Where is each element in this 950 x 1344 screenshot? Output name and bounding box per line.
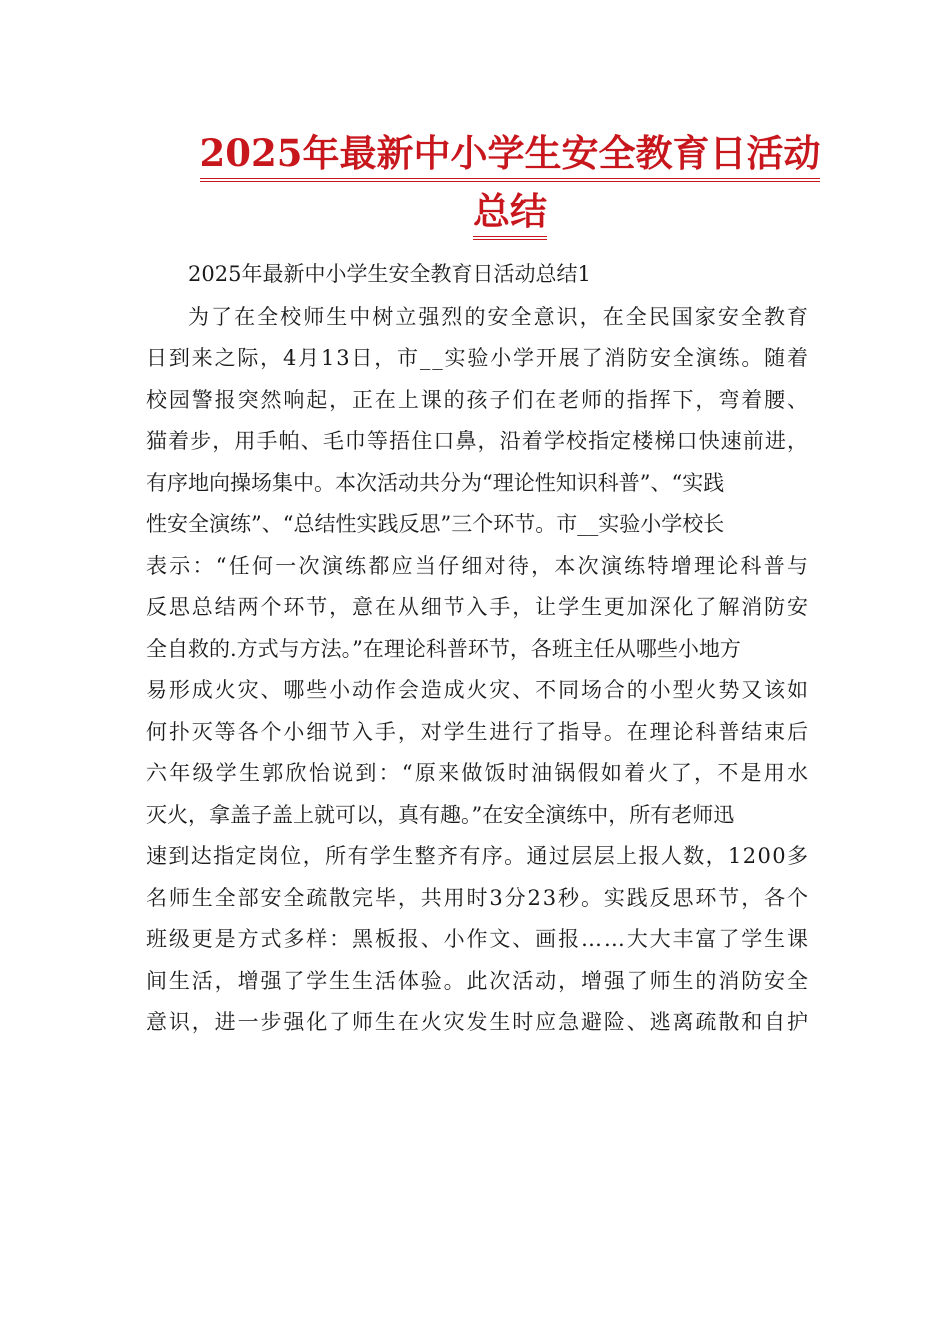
paragraph-line: 灭火，拿盖子盖上就可以，真有趣。”在安全演练中，所有老师迅 — [146, 802, 735, 827]
paragraph-line: 班级更是方式多样：黑板报、小作文、画报……大大丰富了学生课 — [146, 927, 810, 951]
paragraph-line: 间生活，增强了学生生活体验。此次活动，增强了师生的消防安全 — [146, 968, 810, 993]
paragraph-line: 为了在全校师生中树立强烈的安全意识，在全民国家安全教育 — [188, 304, 811, 329]
title-line-1: 2025年最新中小学生安全教育日活动 — [200, 128, 821, 182]
paragraph-line: 反思总结两个环节，意在从细节入手，让学生更加深化了解消防安 — [146, 595, 810, 619]
paragraph-line: 全自救的.方式与方法。”在理论科普环节，各班主任从哪些小地方 — [146, 636, 741, 661]
document-title — [140, 128, 880, 244]
title-line-2: 总结 — [473, 186, 547, 240]
title-row-2 — [140, 186, 880, 244]
paragraph-line: 速到达指定岗位，所有学生整齐有序。通过层层上报人数，1200多 — [146, 844, 810, 868]
paragraph-line: 猫着步，用手帕、毛巾等捂住口鼻，沿着学校指定楼梯口快速前进， — [146, 429, 810, 453]
document-body — [146, 254, 811, 1044]
paragraph-line: 日到来之际，4月13日，市__实验小学开展了消防安全演练。随着 — [146, 346, 810, 370]
paragraph-line: 名师生全部安全疏散完毕，共用时3分23秒。实践反思环节，各个 — [146, 885, 810, 910]
paragraph-line: 性安全演练”、“总结性实践反思”三个环节。市__实验小学校长 — [146, 512, 725, 536]
paragraph-line: 易形成火灾、哪些小动作会造成火灾、不同场合的小型火势又该如 — [146, 678, 810, 702]
paragraph-line: 表示：“任何一次演练都应当仔细对待，本次演练特增理论科普与 — [146, 553, 811, 578]
section-subheading: 2025年最新中小学生安全教育日活动总结1 — [188, 262, 591, 286]
paragraph-line: 有序地向操场集中。本次活动共分为“理论性知识科普”、“实践 — [146, 470, 725, 495]
paragraph-line: 校园警报突然响起，正在上课的孩子们在老师的指挥下，弯着腰、 — [146, 387, 810, 412]
paragraph-line: 六年级学生郭欣怡说到：“原来做饭时油锅假如着火了，不是用水 — [146, 761, 811, 785]
title-row-1 — [140, 128, 880, 186]
paragraph-line: 何扑灭等各个小细节入手，对学生进行了指导。在理论科普结束后 — [146, 719, 810, 744]
paragraph-line: 意识，进一步强化了师生在火灾发生时应急避险、逃离疏散和自护 — [146, 1010, 810, 1034]
